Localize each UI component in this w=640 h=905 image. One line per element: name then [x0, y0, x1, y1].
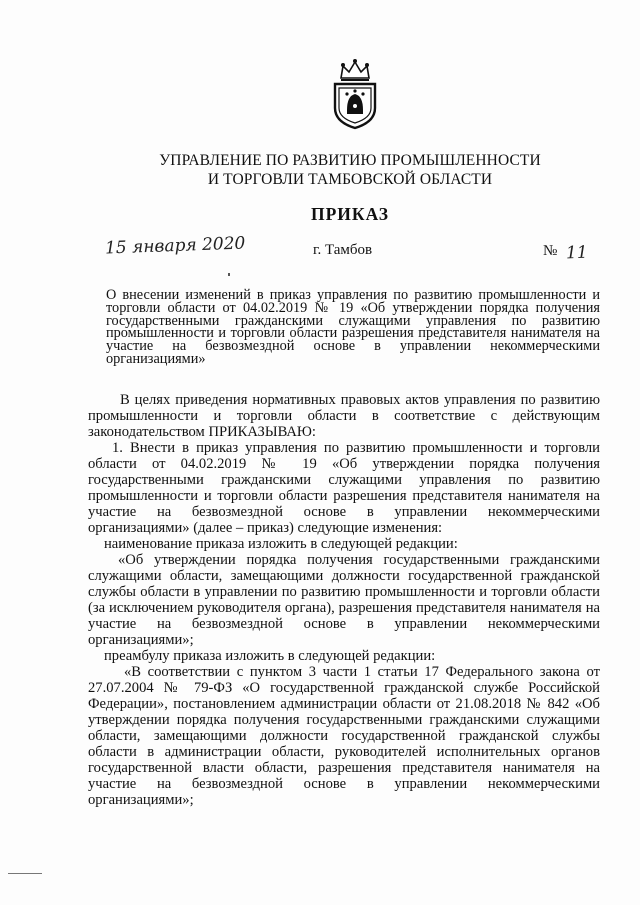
document-type-title: ПРИКАЗ: [310, 204, 390, 224]
body-paragraph: 1. Внести в приказ управления по развитию промышленности и торговли области от 04.02.2019 № 19 «Об утверждении порядка получения государственными гражданскими служащими управления по развитию промышленности и торговли области разрешения представителя нанимателя на участие на безвозмездной основе в управлении некоммерческими организациями» (далее – приказ) следующие изменения:: [88, 440, 600, 536]
handwritten-number: 11: [565, 242, 588, 264]
organization-name-line2: И ТОРГОВЛИ ТАМБОВСКОЙ ОБЛАСТИ: [207, 171, 493, 188]
organization-name: [130, 151, 570, 189]
page-edge-mark: [8, 873, 42, 874]
body-paragraph: «В соответствии с пунктом 3 части 1 статьи 17 Федерального закона от 27.07.2004 № 79-ФЗ «О государственной гражданской службе Российской Федерации», постановлением администрации области от 21.08.2018 № 842 «Об утверждении порядка получения государственными гражданскими служащими области, замещающими должности государственной гражданской службы области в администрации области, руководителей исполнительных органов государственной власти области, разрешения представителя нанимателя на участие на безвозмездной основе в управлении некоммерческими организациями»;: [88, 664, 600, 808]
body-paragraph: преамбулу приказа изложить в следующей редакции:: [104, 648, 436, 664]
city-label: г. Тамбов: [313, 242, 373, 258]
document-body: [88, 392, 600, 808]
document-subject: О внесении изменений в приказ управления по развитию промышленности и торговли области от 04.02.2019 № 19 «Об утверждении порядка получения государственными гражданскими служащими управления по развитию промышленности и торговли области разрешения представителя нанимателя на участие на безвозмездной основе в управлении некоммерческими организациями»: [106, 287, 600, 367]
organization-name-line1: УПРАВЛЕНИЕ ПО РАЗВИТИЮ ПРОМЫШЛЕННОСТИ: [159, 152, 541, 169]
body-paragraph: В целях приведения нормативных правовых актов управления по развитию промышленности и торговли области в соответствие с действующим законодательством ПРИКАЗЫВАЮ:: [88, 392, 600, 440]
body-paragraph: «Об утверждении порядка получения государственными гражданскими служащими области, замещающими должности государственной гражданской службы области в управлении по развитию промышленности и торговли области (за исключением руководителя органа), разрешения представителя нанимателя на участие на безвозмездной основе в управлении некоммерческими организациями»;: [88, 552, 600, 648]
handwritten-date: 15 января 2020: [104, 233, 246, 259]
body-paragraph: наименование приказа изложить в следующей редакции:: [104, 536, 458, 552]
number-label: №: [543, 243, 558, 259]
ink-mark: [228, 273, 230, 276]
coat-of-arms-icon: [327, 58, 383, 130]
